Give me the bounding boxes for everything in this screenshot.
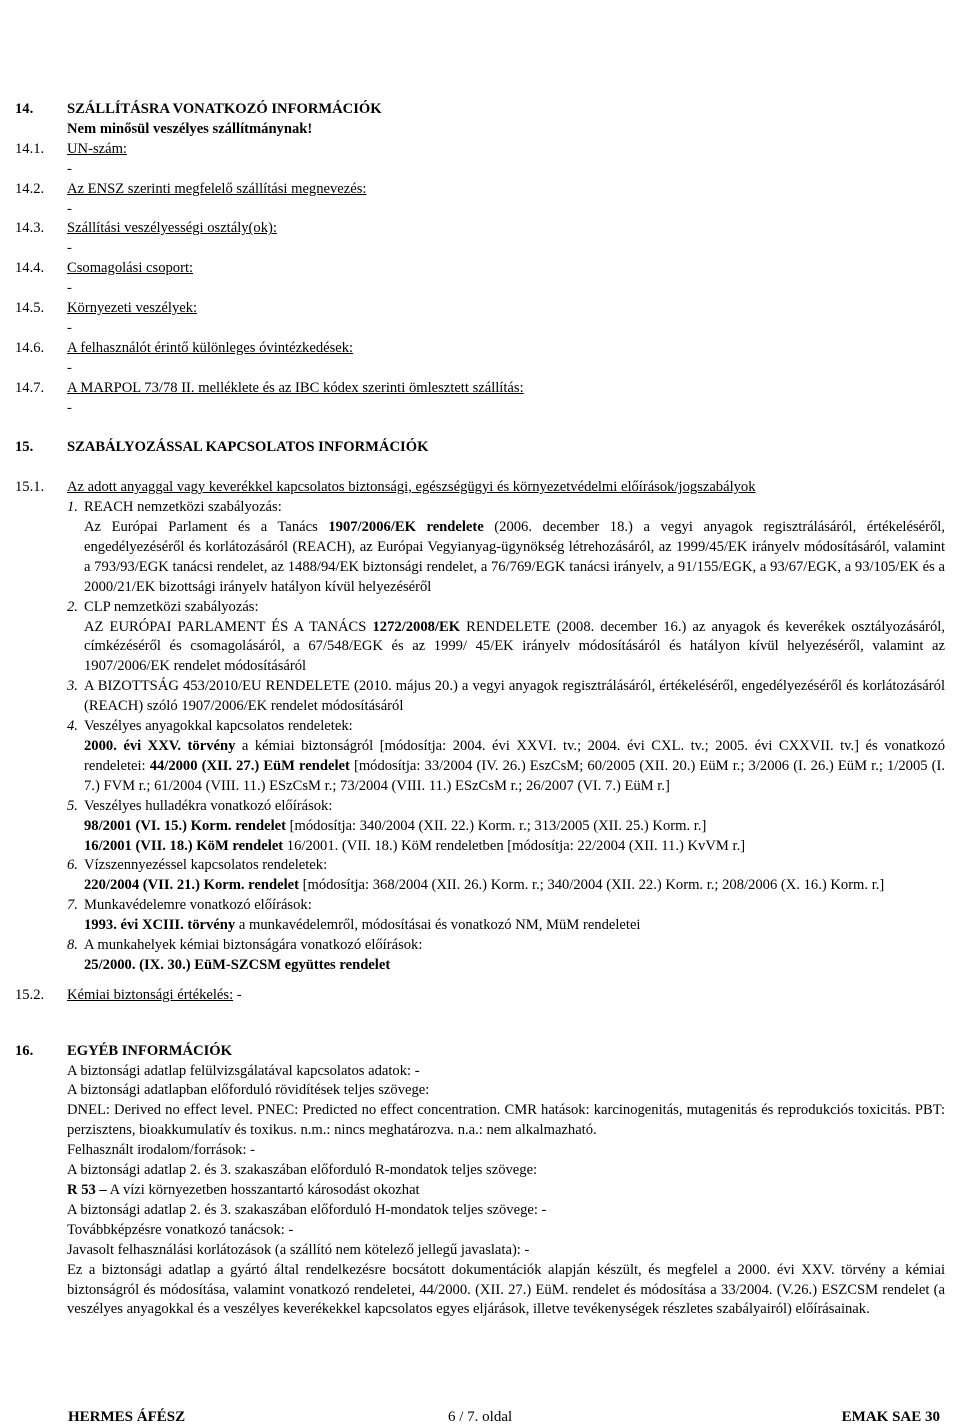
info-line: Javasolt felhasználási korlátozások (a szállító nem kötelező jellegű javaslata): - <box>67 1241 530 1258</box>
r-phrase-line <box>67 1181 945 1201</box>
item-label: Az ENSZ szerinti megfelelő szállítási megnevezés: <box>67 180 367 197</box>
regulation-number: 1. <box>67 499 78 516</box>
info-line: A biztonsági adatlap felülvizsgálatával kapcsolatos adatok: - <box>67 1062 420 1079</box>
item-label: Csomagolási csoport: <box>67 260 194 277</box>
spacer <box>15 1026 945 1042</box>
item-number: 14.3. <box>15 220 45 237</box>
regulation-number: 2. <box>67 598 78 615</box>
regulation-2-text <box>67 618 945 678</box>
item-14-3-value <box>15 239 945 259</box>
text-part: [módosítja: 340/2004 (XII. 22.) Korm. r.; 313/2005 (XII. 25.) Korm. r.] <box>285 817 707 834</box>
regulation-heading: Veszélyes hulladékra vonatkozó előírások: <box>84 797 333 814</box>
regulation-id: 2000. évi XXV. törvény <box>84 737 236 754</box>
header-info <box>8 2 285 56</box>
text-part: AZ EURÓPAI PARLAMENT ÉS A TANÁCS <box>84 618 373 635</box>
item-number: 15.2. <box>15 986 45 1003</box>
item-14-1 <box>15 140 945 160</box>
item-15-2 <box>15 986 945 1006</box>
item-number: 14.7. <box>15 379 45 396</box>
item-14-4 <box>15 259 945 279</box>
item-15-1 <box>15 478 945 498</box>
item-value: - <box>67 399 72 416</box>
item-number: 14.4. <box>15 260 45 277</box>
regulation-1-text <box>67 518 945 598</box>
regulation-6-text <box>67 876 945 896</box>
regulation-7-text <box>67 916 945 936</box>
regulation-8-text <box>67 956 945 976</box>
info-line: Felhasznált irodalom/források: - <box>67 1142 256 1159</box>
item-value: - <box>67 200 72 217</box>
regulation-number: 5. <box>67 797 78 814</box>
document-header <box>0 0 960 58</box>
regulation-5-text-b <box>67 837 945 857</box>
item-number: 14.5. <box>15 300 45 317</box>
regulation-5 <box>67 797 945 817</box>
text-part: [módosítja: 33/2004 (IV. 26.) EszCsM; 60/2005 (XII. 20.) EüM r.; 3/2006 (I. 26.) EüM r.; 1/2005 (I. 7.) FVM r.; 61/2004 (VIII. 11.) ESzCsM r.; 73/2004 (VIII. 11.) ESzCsM r.; 26/2007 (VI. 7.) EüM r.] <box>84 757 946 794</box>
regulation-6 <box>67 856 945 876</box>
creation-date: Elkészítés időpontja: 2010. február 3. <box>8 3 247 19</box>
regulation-id: 220/2004 (VII. 21.) Korm. rendelet <box>84 877 299 894</box>
regulation-1 <box>67 498 945 518</box>
regulation-number: 7. <box>67 897 78 914</box>
item-14-7-value <box>15 399 945 419</box>
r-phrase-text: A vízi környezetben hosszantartó károsodást okozhat <box>106 1181 420 1198</box>
item-14-4-value <box>15 279 945 299</box>
text-part: Az Európai Parlament és a Tanács <box>84 519 329 535</box>
info-line: A biztonsági adatlap 2. és 3. szakaszában előforduló H-mondatok teljes szövege: - <box>67 1201 547 1218</box>
item-14-3 <box>15 219 945 239</box>
document-body <box>15 100 945 1320</box>
info-line: Továbbképzésre vonatkozó tanácsok: - <box>67 1221 294 1238</box>
section-14-note <box>15 120 945 140</box>
regulation-number: 4. <box>67 718 78 735</box>
regulation-id: 1907/2006/EK rendelete <box>328 519 484 535</box>
section-16-body <box>15 1062 945 1321</box>
text-part: (2006. december 18.) a vegyi anyagok regisztrálásáról, értékeléséről, engedélyezéséről és korlátozásáról (REACH), az Európai Vegyianyag-ügynökség létrehozásáról, az 1999/45/EK irányelv módosításáról, valamint a 793/93/EGK tanácsi rendelet, az 1488/94/EK biztonsági rendelet, a 76/769/EGK tanácsi irányelv, a 91/155/EGK, a 93/67/EGK, a 93/105/EK és a 2000/21/EK bizottsági irányelv hatályon kívül helyezéséről <box>84 519 945 595</box>
regulation-heading: Munkavédelemre vonatkozó előírások: <box>84 897 312 914</box>
section-number: 15. <box>15 439 34 456</box>
header-url-link[interactable]: http://www.biztonsagiadatlap.hu <box>746 20 956 36</box>
item-value: - <box>233 986 242 1003</box>
regulation-id: 25/2000. (IX. 30.) EüM-SZCSM együttes rendelet <box>84 956 391 973</box>
section-number: 14. <box>15 101 34 117</box>
info-line: A biztonsági adatlap 2. és 3. szakaszában előforduló R-mondatok teljes szövege: <box>67 1162 538 1179</box>
regulation-3 <box>67 677 945 717</box>
item-14-7 <box>15 379 945 399</box>
regulation-heading: Vízszennyezéssel kapcsolatos rendeletek: <box>84 857 328 874</box>
regulation-2 <box>67 598 945 618</box>
item-label: Az adott anyaggal vagy keverékkel kapcsolatos biztonsági, egészségügyi és környezetvédelmi előírások/jogszabályok <box>67 479 756 496</box>
item-14-1-value <box>15 160 945 180</box>
item-number: 14.1. <box>15 140 45 157</box>
item-14-5-value <box>15 319 945 339</box>
text-part: [módosítja: 368/2004 (XII. 26.) Korm. r.; 340/2004 (XII. 22.) Korm. r.; 208/2006 (X. 16.) Korm. r.] <box>298 877 885 894</box>
regulation-heading: CLP nemzetközi szabályozás: <box>84 598 259 615</box>
regulation-id: 16/2001 (VII. 18.) KöM rendelet <box>84 837 284 854</box>
spacer <box>15 458 945 478</box>
footer-company: HERMES ÁFÉSZ <box>68 1409 186 1425</box>
regulation-number: 3. <box>67 678 78 695</box>
item-14-5 <box>15 299 945 319</box>
item-number: 14.6. <box>15 339 45 356</box>
text-part: RENDELETE (2008. december 16.) az anyagok és keverékek osztályozásáról, címkézéséről és csomagolásáról, a 67/548/EGK és az 1999/ 45/EK irányelv módosításáról és hatályon kívül helyezéséről, valamint az 1907/2006/EK rendelet módosításáról <box>84 618 945 675</box>
regulation-8 <box>67 936 945 956</box>
footer-product: EMAK SAE 30 <box>841 1409 940 1425</box>
regulation-list <box>15 498 945 976</box>
regulation-heading: A munkahelyek kémiai biztonságára vonatkozó előírások: <box>84 937 423 954</box>
item-label: UN-szám: <box>67 140 127 157</box>
item-14-6 <box>15 339 945 359</box>
item-value: - <box>67 319 72 336</box>
document-footer <box>68 1408 940 1426</box>
regulation-id: 1993. évi XCIII. törvény <box>84 917 236 934</box>
item-label: A felhasználót érintő különleges óvintézkedések: <box>67 339 354 356</box>
text-part: a kémiai biztonságról [módosítja: 2004. évi XXVI. tv.; 2004. évi CXL. tv.; 2005. évi CXXVII. tv.] és vonatkozó rendeletei: <box>84 737 945 774</box>
spacer <box>15 1006 945 1026</box>
info-line: A biztonsági adatlapban előforduló rövidítések teljes szövege: <box>67 1082 430 1099</box>
item-14-2 <box>15 180 945 200</box>
item-label: Kémiai biztonsági értékelés: <box>67 986 234 1003</box>
note-text: Nem minősül veszélyes szállítmánynak! <box>67 120 313 137</box>
regulation-5-text-a <box>67 817 945 837</box>
spacer <box>15 976 945 986</box>
item-value: - <box>67 359 72 376</box>
section-title: SZÁLLÍTÁSRA VONATKOZÓ INFORMÁCIÓK <box>67 101 382 117</box>
compliance-statement: Ez a biztonsági adatlap a gyártó által rendelkezésre bocsátott dokumentációk alapján készült, és megfelel a 2000. évi XXV. törvény a kémiai biztonságról és módosítása, valamint vonatkozó rendeletei, 44/2000. (XII. 27.) EüM. rendelet és módosítása a 33/2004. (V.26.) ESZCSM rendelet (a veszélyes anyagokkal és a veszélyes keverékekkel kapcsolatos egyes eljárások, illetve tevékenységek részletes szabályairól) előírásainak. <box>67 1261 945 1318</box>
version-number: Verziószám: 2 <box>8 39 98 55</box>
item-label: A MARPOL 73/78 II. melléklete és az IBC kódex szerinti ömlesztett szállítás: <box>67 379 524 396</box>
item-14-2-value <box>15 200 945 220</box>
item-14-6-value <box>15 359 945 379</box>
text-part: 16/2001. (VII. 18.) KöM rendeletben [módosítja: 22/2004 (XII. 11.) KvVM r.] <box>283 837 746 854</box>
section-title: SZABÁLYOZÁSSAL KAPCSOLATOS INFORMÁCIÓK <box>67 439 429 456</box>
item-value: - <box>67 280 72 297</box>
regulation-4 <box>67 717 945 737</box>
item-value: - <box>67 160 72 177</box>
regulation-heading: A BIZOTTSÁG 453/2010/EU RENDELETE (2010. május 20.) a vegyi anyagok regisztrálásáról, értékeléséről, engedélyezéséről és korlátozásáról (REACH) szóló 1907/2006/EK rendelet módosításáról <box>84 678 945 715</box>
regulation-4-text <box>67 737 945 797</box>
regulation-heading: REACH nemzetközi szabályozás: <box>84 499 282 516</box>
section-number: 16. <box>15 1042 34 1059</box>
item-number: 14.2. <box>15 180 45 197</box>
item-label: Környezeti veszélyek: <box>67 300 198 317</box>
section-14-heading <box>15 100 945 120</box>
text-part: a munkavédelemről, módosításai és vonatkozó NM, MüM rendeletei <box>235 917 641 934</box>
regulation-id: 44/2000 (XII. 27.) EüM rendelet <box>149 757 350 774</box>
spacer <box>15 419 945 439</box>
section-16-heading <box>15 1042 945 1062</box>
regulation-id: 1272/2008/EK <box>372 618 461 635</box>
regulation-number: 8. <box>67 937 78 954</box>
page-number: 6 / 7. oldal <box>448 1409 513 1425</box>
section-15-heading <box>15 438 945 458</box>
revision-date: Felülvizsgálat időpontja: 2012. december 4. <box>8 21 286 37</box>
section-title: EGYÉB INFORMÁCIÓK <box>67 1042 232 1059</box>
abbreviations-text: DNEL: Derived no effect level. PNEC: Predicted no effect concentration. CMR hatások: karcinogenitás, mutagenitás és reprodukciós toxicitás. PBT: perzisztens, bioakkumulatív és toxikus. n.m.: nincs meghatározva. n.a.: nem alkalmazható. <box>67 1102 945 1139</box>
item-value: - <box>67 240 72 257</box>
regulation-number: 6. <box>67 857 78 874</box>
regulation-heading: Veszélyes anyagokkal kapcsolatos rendeletek: <box>84 718 353 735</box>
r-phrase-code: R 53 – <box>67 1181 107 1198</box>
item-label: Szállítási veszélyességi osztály(ok): <box>67 220 277 237</box>
regulation-id: 98/2001 (VI. 15.) Korm. rendelet <box>84 817 286 834</box>
regulation-7 <box>67 896 945 916</box>
item-number: 15.1. <box>15 479 45 496</box>
